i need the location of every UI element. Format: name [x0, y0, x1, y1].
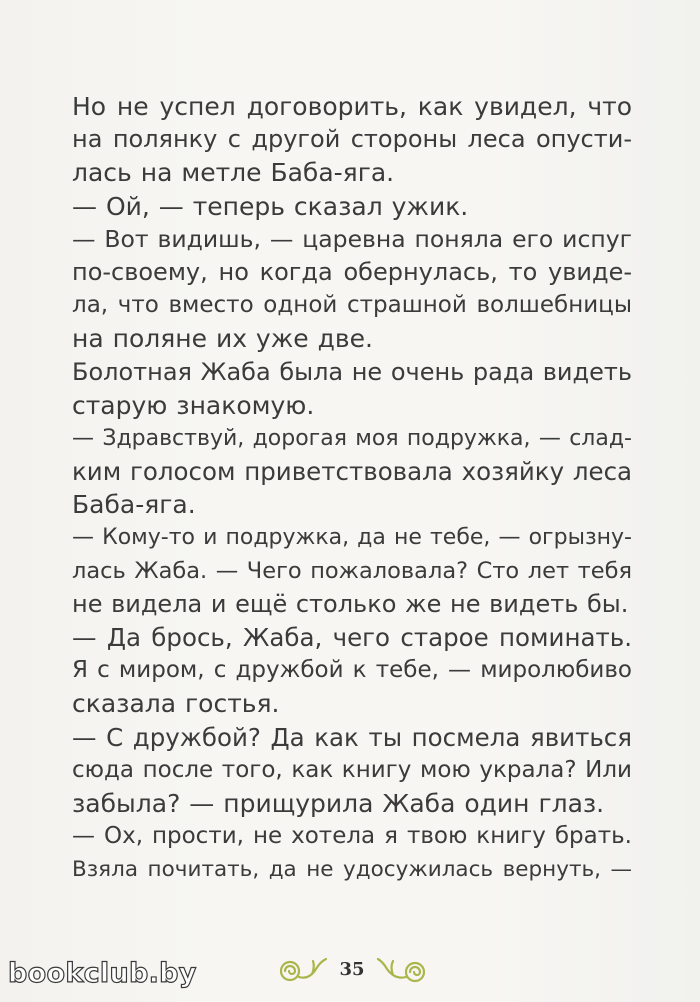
page-text — [72, 90, 632, 887]
text-line: старую знакомую. — [72, 390, 315, 420]
text-line: лась Жаба. — Чего пожаловала? Сто лет тебя — [72, 557, 632, 584]
text-line: на полянку с другой стороны леса опусти- — [72, 125, 632, 154]
text-line: — С дружбой? Да как ты посмела явиться — [72, 722, 632, 752]
text-line: — Да брось, Жаба, чего старое поминать. — [72, 623, 632, 652]
text-line: на поляне их уже две. — [72, 324, 373, 354]
snail-swirl-right-icon — [375, 955, 431, 989]
text-line: сказала гостья. — [72, 689, 280, 719]
text-line: лась на метле Баба-яга. — [72, 158, 395, 188]
snail-swirl-left-icon — [276, 955, 328, 989]
text-line: — Вот видишь, — царевна поняла его испуг — [72, 224, 632, 253]
text-line: Взяла почитать, да не удосужилась вернуть, — — [72, 857, 632, 883]
text-line: Я с миром, с дружбой к тебе, — миролюбиво — [72, 657, 632, 684]
text-line: — Здравствуй, дорогая моя подружка, — слад- — [72, 425, 632, 451]
text-line: по-своему, но когда обернулась, то увиде- — [72, 257, 632, 286]
text-line: ла, что вместо одной страшной волшебницы — [72, 292, 632, 319]
text-line: — Ох, прости, не хотела я твою книгу брать. — [72, 823, 632, 850]
text-line: Баба-яга. — [72, 490, 196, 520]
text-line: ким голосом приветствовала хозяйку леса — [72, 457, 633, 487]
text-line: забыла? — прищурила Жаба один глаз. — [72, 788, 605, 818]
page-number: 35 — [339, 959, 365, 980]
text-line: — Кому-то и подружка, да не тебе, — огрызну- — [72, 525, 632, 551]
text-line: Болотная Жаба была не очень рада видеть — [72, 357, 633, 386]
text-line: — Ой, — теперь сказал ужик. — [72, 191, 469, 221]
text-line: Но не успел договорить, как увидел, что — [72, 92, 632, 121]
text-line: не видела и ещё столько же не видеть бы. — [72, 589, 629, 618]
text-line: сюда после того, как книгу мою украла? Или — [72, 756, 632, 783]
watermark-logo: bookclub.by — [8, 958, 197, 989]
